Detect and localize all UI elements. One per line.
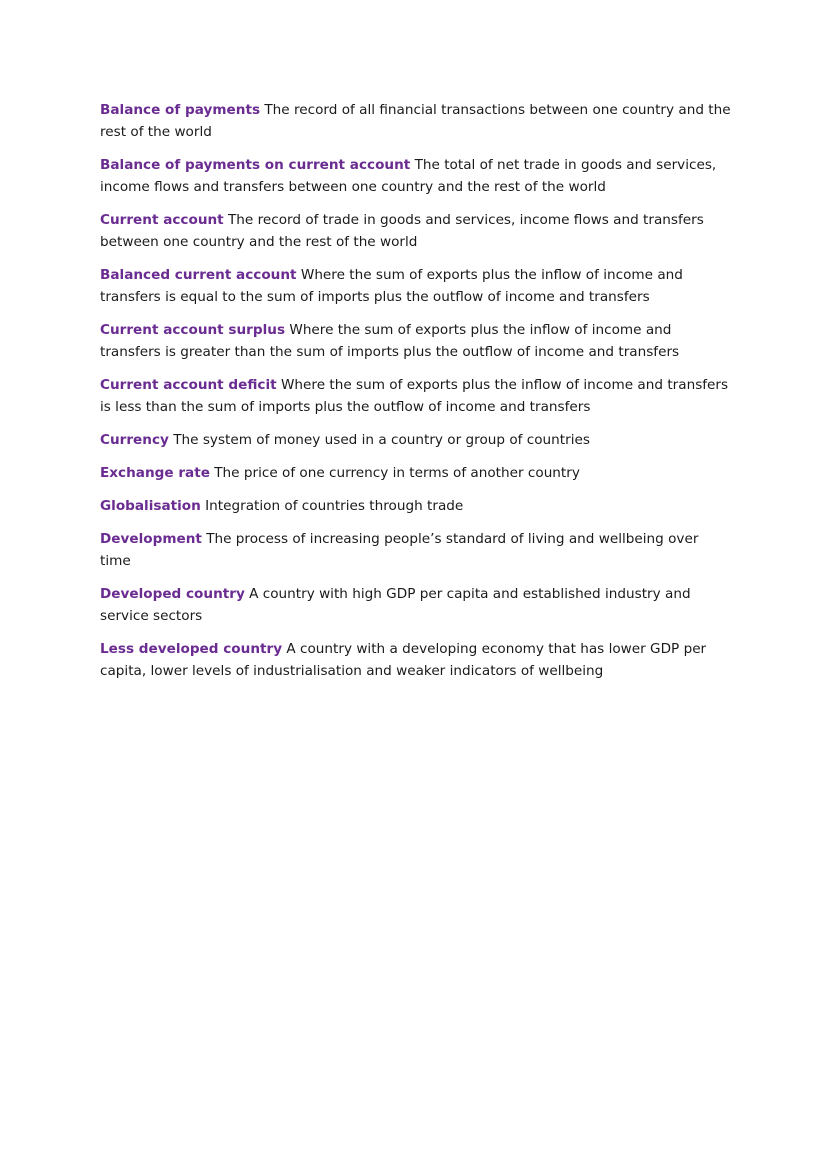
glossary-entry [100, 429, 732, 451]
glossary-list [100, 99, 732, 693]
glossary-term: Current account [100, 212, 224, 228]
glossary-entry [100, 154, 732, 198]
glossary-term: Development [100, 531, 202, 547]
glossary-entry [100, 462, 732, 484]
glossary-entry [100, 374, 732, 418]
glossary-entry [100, 495, 732, 517]
glossary-term: Less developed country [100, 641, 283, 657]
glossary-term: Current account surplus [100, 322, 286, 338]
glossary-entry [100, 264, 732, 308]
glossary-term: Exchange rate [100, 465, 210, 481]
glossary-term: Balance of payments [100, 102, 261, 118]
glossary-entry [100, 319, 732, 363]
glossary-definition: The record of trade in goods and services, income flows and transfers between one country and the rest of the world [100, 212, 704, 250]
glossary-definition: A country with high GDP per capita and established industry and service sectors [100, 586, 691, 624]
glossary-entry [100, 528, 732, 572]
glossary-definition: The record of all financial transactions between one country and the rest of the world [100, 102, 731, 140]
glossary-definition: Integration of countries through trade [205, 498, 464, 514]
glossary-term: Balanced current account [100, 267, 297, 283]
glossary-term: Developed country [100, 586, 245, 602]
glossary-entry [100, 583, 732, 627]
glossary-term: Balance of payments on current account [100, 157, 411, 173]
glossary-definition: The system of money used in a country or group of countries [173, 432, 590, 448]
glossary-entry [100, 209, 732, 253]
glossary-term: Currency [100, 432, 169, 448]
glossary-definition: Where the sum of exports plus the inflow of income and transfers is less than the sum of imports plus the outflow of income and transfers [100, 377, 729, 415]
glossary-definition: The price of one currency in terms of another country [214, 465, 580, 481]
glossary-term: Current account deficit [100, 377, 277, 393]
glossary-definition: Where the sum of exports plus the inflow of income and transfers is equal to the sum of imports plus the outflow of income and transfers [100, 267, 683, 305]
glossary-definition: Where the sum of exports plus the inflow of income and transfers is greater than the sum of imports plus the outflow of income and transfers [100, 322, 680, 360]
glossary-definition: A country with a developing economy that has lower GDP per capita, lower levels of industrialisation and weaker indicators of wellbeing [100, 641, 707, 679]
glossary-entry [100, 638, 732, 682]
glossary-entry [100, 99, 732, 143]
glossary-term: Globalisation [100, 498, 201, 514]
glossary-definition: The process of increasing people’s standard of living and wellbeing over time [100, 531, 699, 569]
glossary-definition: The total of net trade in goods and services, income flows and transfers between one country and the rest of the world [100, 157, 717, 195]
